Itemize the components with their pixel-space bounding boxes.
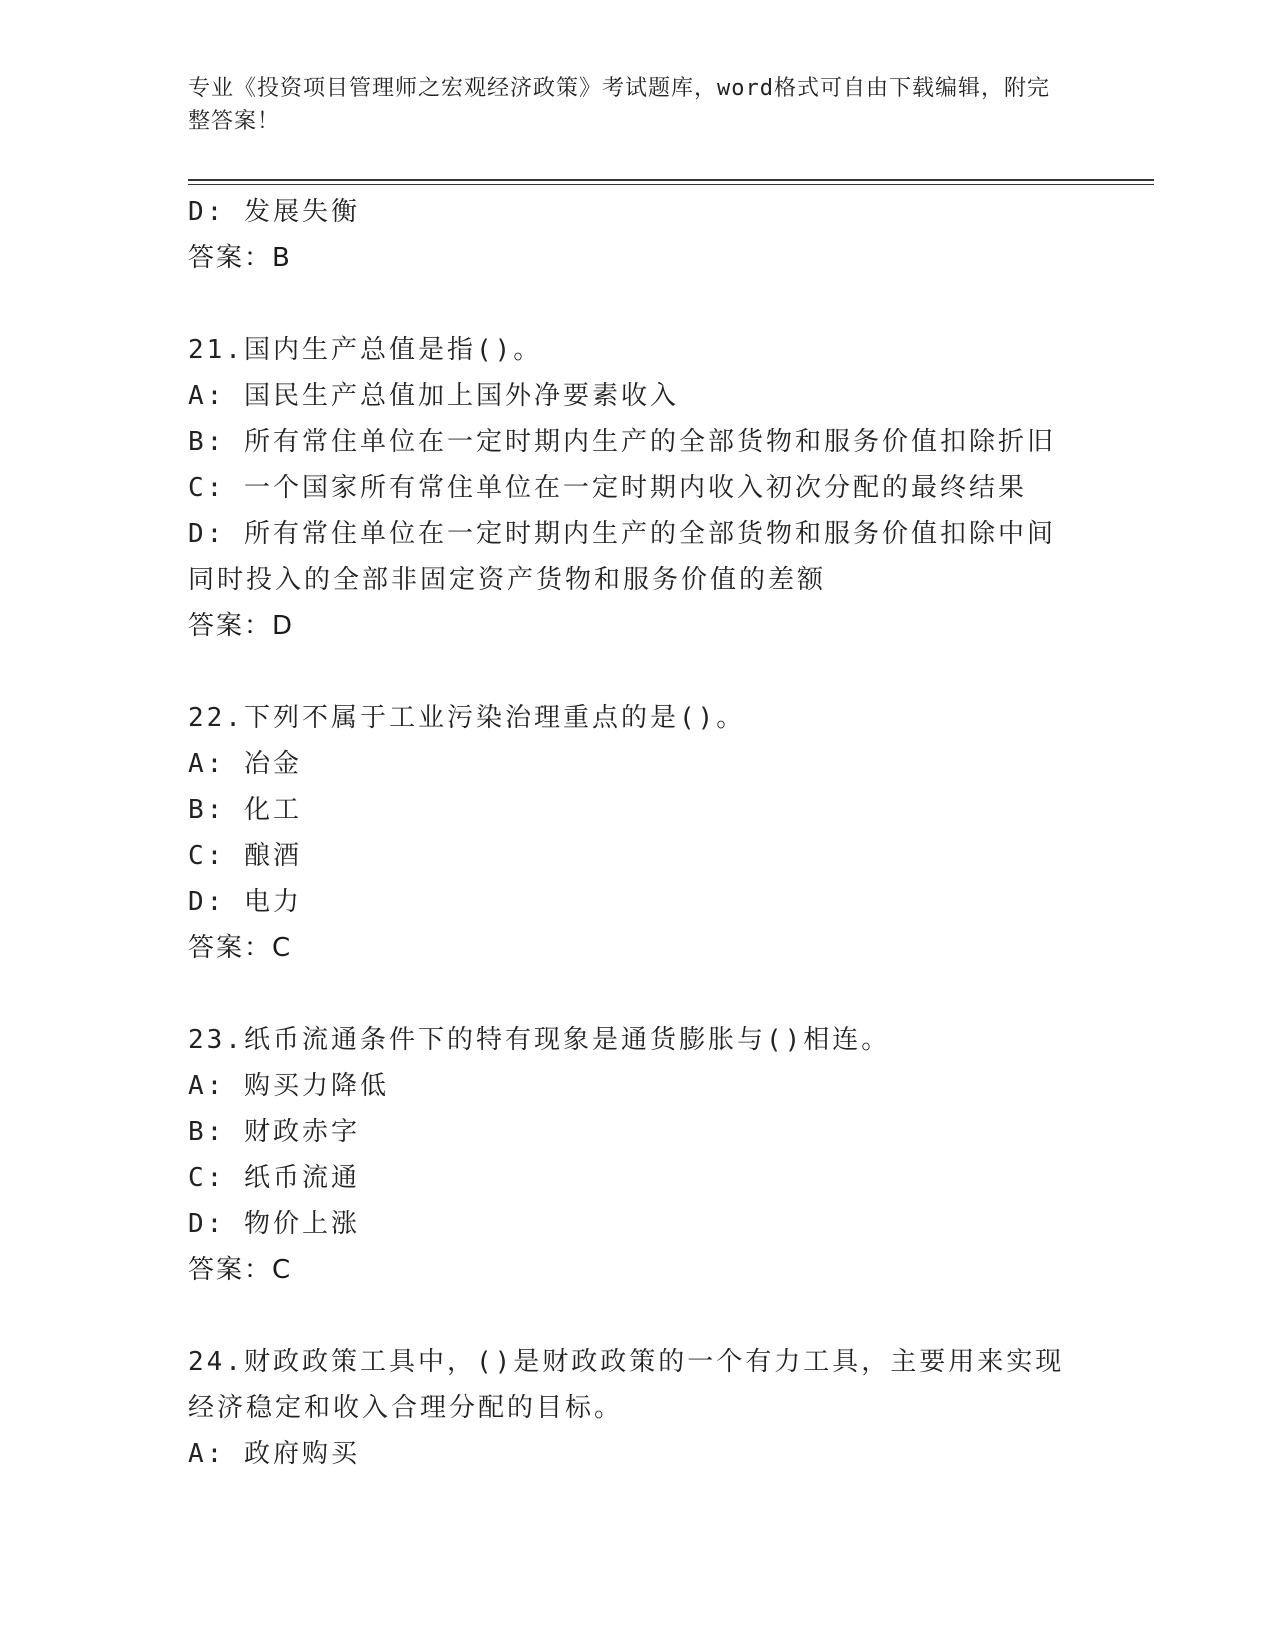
option-a: A: 国民生产总值加上国外净要素收入 xyxy=(188,381,679,411)
prev-answer: 答案：B xyxy=(188,243,292,273)
option-b: B: 所有常住单位在一定时期内生产的全部货物和服务价值扣除折旧 xyxy=(188,427,1056,457)
option-b: B: 化工 xyxy=(188,795,302,825)
question-23 xyxy=(188,1017,1088,1293)
document-header: 专业《投资项目管理师之宏观经济政策》考试题库，word格式可自由下载编辑，附完整答案！ xyxy=(188,76,1050,134)
question-22 xyxy=(188,695,1088,971)
option-b: B: 财政赤字 xyxy=(188,1117,360,1147)
option-c: C: 一个国家所有常住单位在一定时期内收入初次分配的最终结果 xyxy=(188,473,1027,503)
prev-option-d: D: 发展失衡 xyxy=(188,197,360,227)
answer: 答案：D xyxy=(188,611,295,641)
question-stem: 23.纸币流通条件下的特有现象是通货膨胀与()相连。 xyxy=(188,1025,891,1055)
spacer xyxy=(188,971,1088,1017)
header-divider-thick xyxy=(188,179,1154,181)
spacer xyxy=(188,649,1088,695)
spacer xyxy=(188,1293,1088,1339)
option-a: A: 政府购买 xyxy=(188,1439,360,1469)
option-d: D: 物价上涨 xyxy=(188,1209,360,1239)
question-21 xyxy=(188,327,1088,649)
question-stem: 21.国内生产总值是指()。 xyxy=(188,335,543,365)
option-c: C: 纸币流通 xyxy=(188,1163,360,1193)
option-d: D: 所有常住单位在一定时期内生产的全部货物和服务价值扣除中间同时投入的全部非固定资产货物和服务价值的差额 xyxy=(188,519,1056,595)
spacer xyxy=(188,281,1088,327)
option-a: A: 冶金 xyxy=(188,749,302,779)
option-a: A: 购买力降低 xyxy=(188,1071,389,1101)
question-list xyxy=(188,189,1088,1477)
answer: 答案：C xyxy=(188,933,293,963)
question-24 xyxy=(188,1339,1088,1477)
header-divider-thin xyxy=(188,184,1154,185)
answer: 答案：C xyxy=(188,1255,293,1285)
question-stem: 24.财政政策工具中，()是财政政策的一个有力工具，主要用来实现经济稳定和收入合理分配的目标。 xyxy=(188,1347,1065,1423)
option-d: D: 电力 xyxy=(188,887,302,917)
question-stem: 22.下列不属于工业污染治理重点的是()。 xyxy=(188,703,746,733)
option-c: C: 酿酒 xyxy=(188,841,302,871)
